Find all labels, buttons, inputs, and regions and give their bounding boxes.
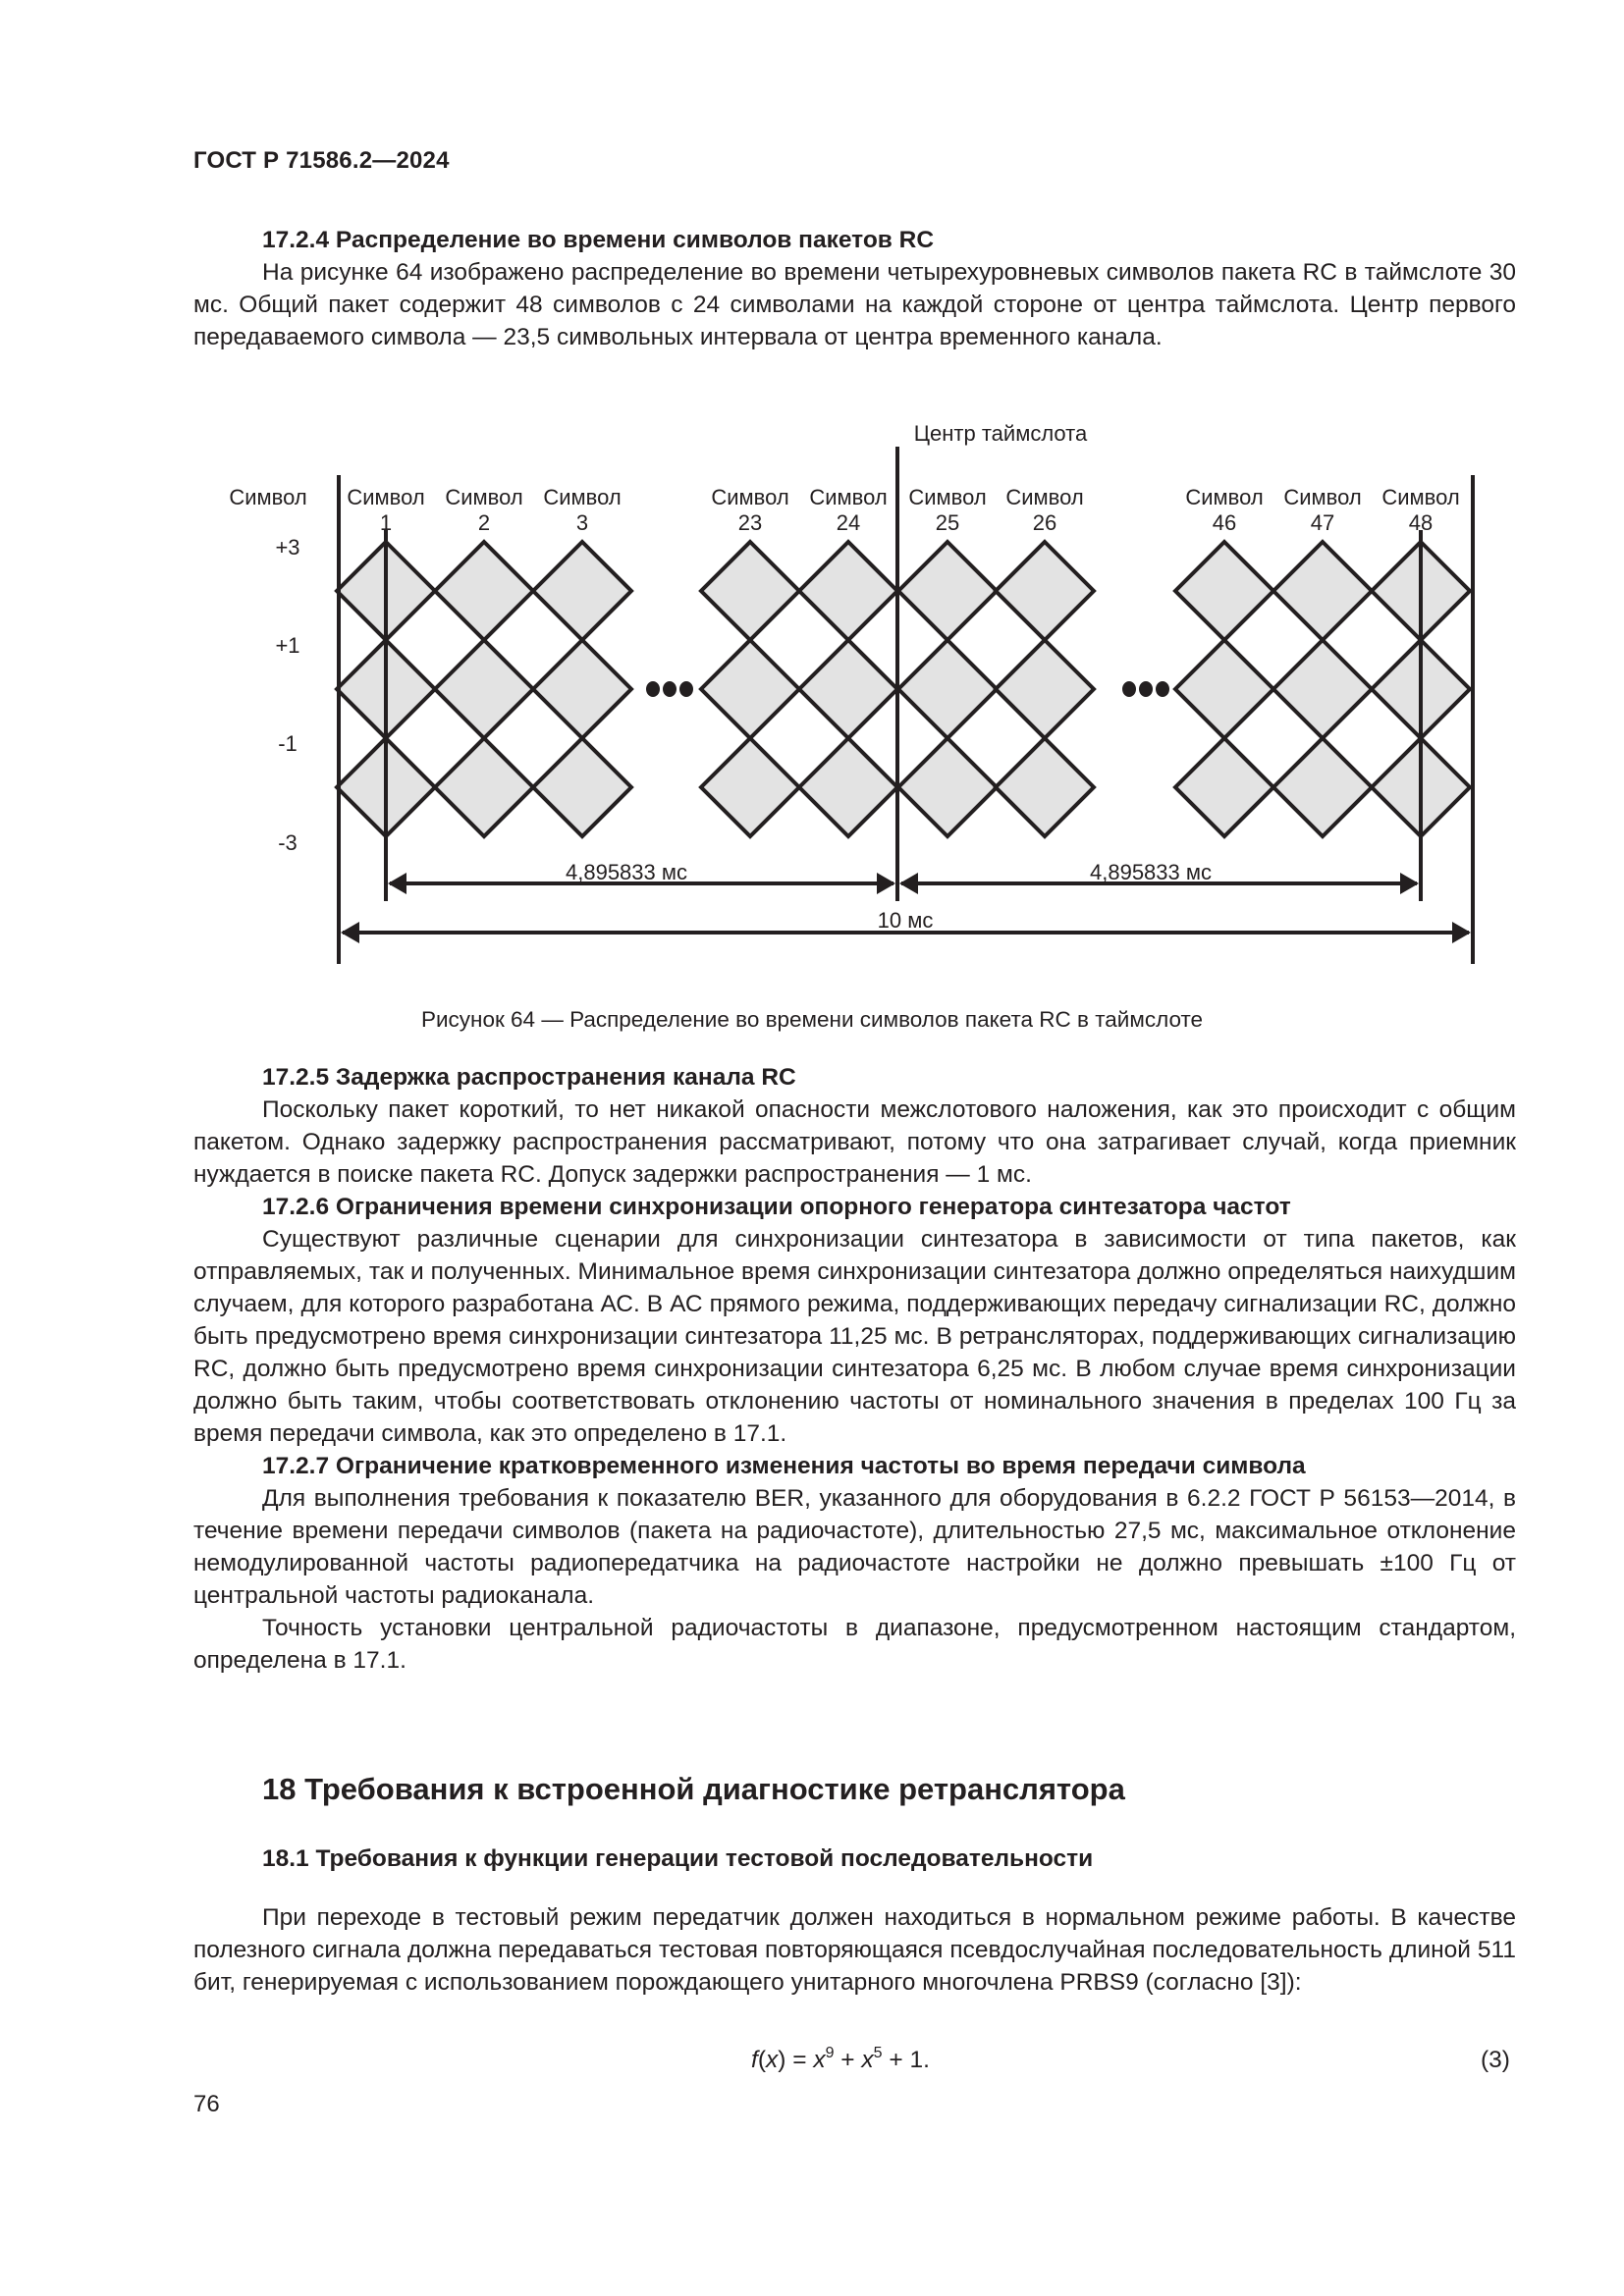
symbol-label: Символ xyxy=(711,485,789,509)
symbol-label: Символ xyxy=(908,485,987,509)
dimension-label-total: 10 мс xyxy=(877,908,934,933)
symbol-number: 24 xyxy=(836,510,861,535)
symbol-label: Символ xyxy=(543,485,622,509)
symbol-number: 23 xyxy=(737,510,763,535)
symbol-diamond xyxy=(533,640,631,738)
symbol-diamond xyxy=(701,640,799,738)
exponent: 5 xyxy=(873,2045,883,2061)
figure-caption: Рисунок 64 — Распределение во времени символов пакета RC в таймслоте xyxy=(420,1007,1204,1032)
symbol-diamond xyxy=(996,640,1094,738)
symbol-label: Символ xyxy=(1185,485,1264,509)
symbol-diamond xyxy=(533,738,631,836)
symbol-number: 26 xyxy=(1032,510,1057,535)
symbol-diamond xyxy=(898,738,997,836)
symbol-number: 48 xyxy=(1408,510,1434,535)
symbol-diamond xyxy=(1175,738,1273,836)
paragraph: На рисунке 64 изображено распределение во времени четырехуровневых символов пакета RC в таймслоте 30 мс. Общий пакет содержит 48 символов с 24 символами на каждой стороне от центра таймслота. Центр первого передаваемого символа — 23,5 символьных интервала от центра временного канала. xyxy=(193,259,1516,350)
symbol-diamond xyxy=(435,738,533,836)
section-title: 17.2.7 Ограничение кратковременного изменения частоты во время передачи символа xyxy=(262,1453,1306,1479)
symbol-diamond xyxy=(1175,640,1273,738)
symbol-number: 46 xyxy=(1212,510,1237,535)
variable: x xyxy=(765,2047,779,2073)
symbol-number: 25 xyxy=(935,510,960,535)
symbol-diamond xyxy=(435,640,533,738)
symbol-number: 1 xyxy=(379,510,393,535)
level-label-minus3: -3 xyxy=(278,830,298,855)
symbol-diamond xyxy=(1273,640,1372,738)
equation-body: $f(x) = x^9 + x^5 + 1$. xyxy=(751,2045,930,2073)
exponent: 9 xyxy=(825,2045,835,2061)
paragraph: Для выполнения требования к показателю BER, указанного для оборудования в 6.2.2 ГОСТ Р 56153—2014, в течение времени передачи символов (пакета на радиочастоте), длительностью 27,5 мс, максимальное отклонение немодулированной частоты радиопередатчика на радиочастоте настройки не должно превышать ±100 Гц от центральной частоты радиоканала. xyxy=(193,1485,1516,1609)
level-label-plus1: +1 xyxy=(275,633,300,658)
section-18-title: 18 Требования к встроенной диагностике ретранслятора xyxy=(262,1772,1125,1806)
section-17-2-5 xyxy=(193,1061,1516,1677)
symbol-diamond xyxy=(435,542,533,640)
section-title: 17.2.4 Распределение во времени символов пакетов RC xyxy=(262,227,935,253)
symbol-diamond xyxy=(799,738,897,836)
axis-title: Символ xyxy=(229,485,307,509)
symbol-diamond xyxy=(996,738,1094,836)
paragraph: Поскольку пакет короткий, то нет никакой опасности межслотового наложения, как это происходит с общим пакетом. Однако задержку распространения рассматривают, потому что она затрагивает случай, когда приемник нуждается в поиске пакета RC. Допуск задержки распространения — 1 мс. xyxy=(193,1096,1516,1188)
dimension-label-second-half: 4,895833 мс xyxy=(1090,860,1212,884)
symbol-number: 2 xyxy=(477,510,491,535)
symbol-label: Символ xyxy=(809,485,888,509)
section-18-1 xyxy=(193,1901,1516,1999)
symbol-diamond xyxy=(799,640,897,738)
paragraph: При переходе в тестовый режим передатчик должен находиться в нормальном режиме работы. В качестве полезного сигнала должна передаваться тестовая повторяющаяся псевдослучайная последовательность длиной 511 бит, генерируемая с использованием порождающего унитарного многочлена PRBS9 (согласно [3]): xyxy=(193,1904,1516,1996)
page-number: 76 xyxy=(193,2091,220,2117)
symbol-diamonds xyxy=(337,542,1470,836)
symbol-diamond xyxy=(799,542,897,640)
level-label-plus3: +3 xyxy=(275,535,300,560)
section-title: 17.2.6 Ограничения времени синхронизации опорного генератора синтезатора частот xyxy=(262,1194,1291,1220)
equation-number: (3) xyxy=(1481,2047,1510,2073)
symbol-labels xyxy=(347,485,1459,535)
plus: + xyxy=(834,2047,862,2073)
symbol-diamond xyxy=(701,542,799,640)
symbol-number: 47 xyxy=(1310,510,1335,535)
symbol-timing-diagram xyxy=(0,0,1624,991)
symbol-label: Символ xyxy=(1381,485,1460,509)
symbol-diamond xyxy=(1175,542,1273,640)
dimension-label-first-half: 4,895833 мс xyxy=(566,860,687,884)
equals: ) = xyxy=(778,2047,814,2073)
symbol-diamond xyxy=(533,542,631,640)
variable: x xyxy=(861,2047,874,2073)
symbol-diamond xyxy=(1273,738,1372,836)
symbol-label: Символ xyxy=(347,485,425,509)
symbol-label: Символ xyxy=(445,485,523,509)
timeslot-center-label: Центр таймслота xyxy=(913,421,1088,446)
symbol-label: Символ xyxy=(1283,485,1362,509)
variable: x xyxy=(813,2047,826,2073)
paragraph: Точность установки центральной радиочастоты в диапазоне, предусмотренном настоящим стандартом, определена в 17.1. xyxy=(193,1615,1516,1674)
symbol-diamond xyxy=(898,640,997,738)
symbol-label: Символ xyxy=(1005,485,1084,509)
section-18-1-title: 18.1 Требования к функции генерации тестовой последовательности xyxy=(262,1845,1094,1872)
symbol-diamond xyxy=(996,542,1094,640)
symbol-diamond xyxy=(898,542,997,640)
section-title: 17.2.5 Задержка распространения канала RC xyxy=(262,1064,796,1091)
document-id: ГОСТ Р 71586.2—2024 xyxy=(193,147,450,174)
paragraph: Существуют различные сценарии для синхронизации синтезатора в зависимости от типа пакетов, как отправляемых, так и полученных. Минимальное время синхронизации синтезатора должно определяться наихудшим случаем, для которого разработана АС. В АС прямого режима, поддерживающих передачу сигнализации RC, должно быть предусмотрено время синхронизации синтезатора 11,25 мс. В ретрансляторах, поддерживающих сигнализацию RC, должно быть предусмотрено время синхронизации синтезатора 6,25 мс. В любом случае время синхронизации должно быть таким, чтобы соответствовать отклонению частоты от номинального значения в пределах 100 Гц за время передачи символа, как это определено в 17.1. xyxy=(193,1226,1516,1447)
level-label-minus1: -1 xyxy=(278,731,298,756)
symbol-diamond xyxy=(1273,542,1372,640)
symbol-diamond xyxy=(701,738,799,836)
symbol-number: 3 xyxy=(575,510,589,535)
function-name: f xyxy=(751,2047,758,2073)
constant-term: + 1. xyxy=(882,2047,930,2073)
